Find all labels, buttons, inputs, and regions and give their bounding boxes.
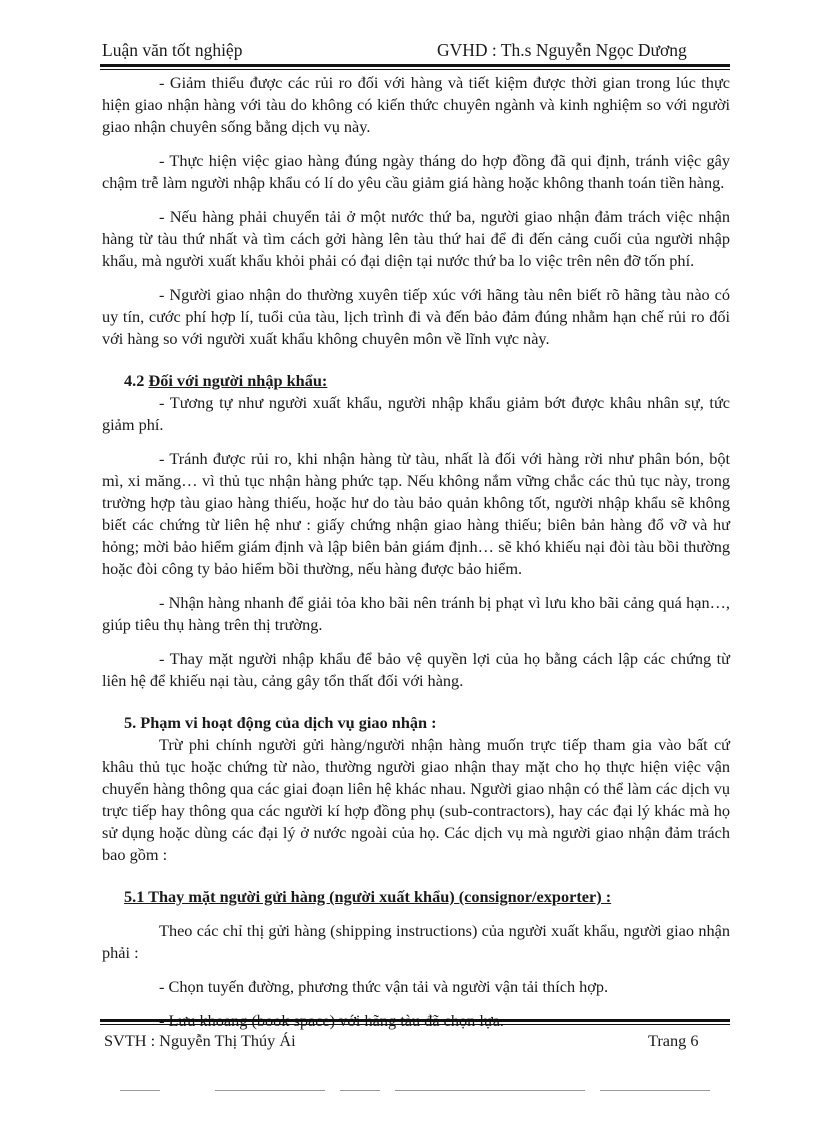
paragraph: - Giảm thiểu được các rủi ro đối với hàng và tiết kiệm được thời gian trong lúc thực hiện giao nhận hàng với tàu do không có kiến thức chuyên ngành và kinh nghiệm so với người giao nhận chuyên sống bằng dịch vụ này. [102,73,730,136]
footer-student: SVTH : Nguyễn Thị Thúy Ái [104,1031,296,1050]
footer-rule-thin [100,1024,730,1025]
header-thesis-title: Luận văn tốt nghiệp [102,40,243,60]
heading-text: Đối với người nhập khẩu: [148,371,328,390]
paragraph: - Thực hiện việc giao hàng đúng ngày tháng do hợp đồng đã qui định, tránh việc gây chậm trễ làm người nhập khẩu có lí do yêu cầu giảm giá hàng hoặc không thanh toán tiền hàng. [102,151,730,192]
page-number: Trang 6 [648,1031,699,1050]
footer-rule [100,1019,730,1022]
header-rule [100,64,730,67]
paragraph: - Tương tự như người xuất khẩu, người nhập khẩu giảm bớt được khâu nhân sự, tức giảm phí. [102,393,730,434]
paragraph: - Thay mặt người nhập khẩu để bảo vệ quyền lợi của họ bằng cách lập các chứng từ liên hệ để khiếu nại tàu, cảng gây tổn thất đối với hàng. [102,649,730,690]
scan-artifact [215,1090,325,1091]
scan-artifact [120,1090,160,1091]
scan-artifact [395,1090,585,1091]
heading-text: 5.1 Thay mặt người gửi hàng (người xuất khẩu) (consignor/exporter) : [124,887,612,906]
paragraph: - Nếu hàng phải chuyển tải ở một nước thứ ba, người giao nhận đảm trách việc nhận hàng từ tàu thứ nhất và tìm cách gởi hàng lên tàu thứ hai để đi đến cảng cuối của người nhập khẩu, mà người xuất khẩu khỏi phải có đại diện tại nước thứ ba lo việc trên nên đỡ tốn phí. [102,207,730,270]
section-heading-5: 5. Phạm vi hoạt động của dịch vụ giao nhận : [124,713,437,732]
list-item: - Chọn tuyến đường, phương thức vận tải và người vận tải thích hợp. [159,977,609,996]
section-heading-4-2 [102,370,730,392]
paragraph: - Nhận hàng nhanh để giải tỏa kho bãi nên tránh bị phạt vì lưu kho bãi cảng quá hạn…, giúp tiêu thụ hàng trên thị trường. [102,593,730,634]
scan-artifact [600,1090,710,1091]
scan-artifact [340,1090,380,1091]
paragraph: - Người giao nhận do thường xuyên tiếp xúc với hãng tàu nên biết rõ hãng tàu nào có uy tín, cước phí hợp lí, tuổi của tàu, lịch trình đi và đến bảo đảm đúng nhằm hạn chế rủi ro đối với hàng so với người xuất khẩu không chuyên môn về lĩnh vực này. [102,285,730,348]
paragraph: Trừ phi chính người gửi hàng/người nhận hàng muốn trực tiếp tham gia vào bất cứ khâu thủ tục hoặc chứng từ nào, thường người giao nhận thay mặt cho họ thực hiện việc vận chuyển hàng thông qua các giai đoạn liên hệ khác nhau. Người giao nhận có thể làm các dịch vụ trực tiếp hay thông qua các người kí hợp đồng phụ (sub-contractors), hay các đại lý khác mà họ sử dụng hoặc dùng các đại lý ở nước ngoài của họ. Các dịch vụ mà người giao nhận đảm trách bao gồm : [102,735,730,864]
header-rule-thin [100,69,730,70]
paragraph: Theo các chỉ thị gửi hàng (shipping instructions) của người xuất khẩu, người giao nhận phải : [102,921,730,962]
page-body [102,72,730,1032]
paragraph: - Tránh được rủi ro, khi nhận hàng từ tàu, nhất là đối với hàng rời như phân bón, bột mì, xi măng… vì thủ tục nhận hàng phức tạp. Nếu không nắm vững chắc các thủ tục này, trong trường hợp tàu giao hàng thiếu, hoặc hư do tàu bảo quản không tốt, người nhập khẩu sẽ không biết các chứng từ liên hệ như : giấy chứng nhận giao hàng thiếu; biên bản hàng đổ vỡ và hư hỏng; mời bảo hiểm giám định và lập biên bản giám định… sẽ khó khiếu nại đòi tàu bồi thường hoặc đòi công ty bảo hiểm bồi thường, nếu hàng được bảo hiểm. [102,449,730,578]
heading-number: 4.2 [124,371,145,390]
section-heading-5-1 [102,886,730,908]
header-advisor: GVHD : Th.s Nguyễn Ngọc Dương [437,40,687,60]
